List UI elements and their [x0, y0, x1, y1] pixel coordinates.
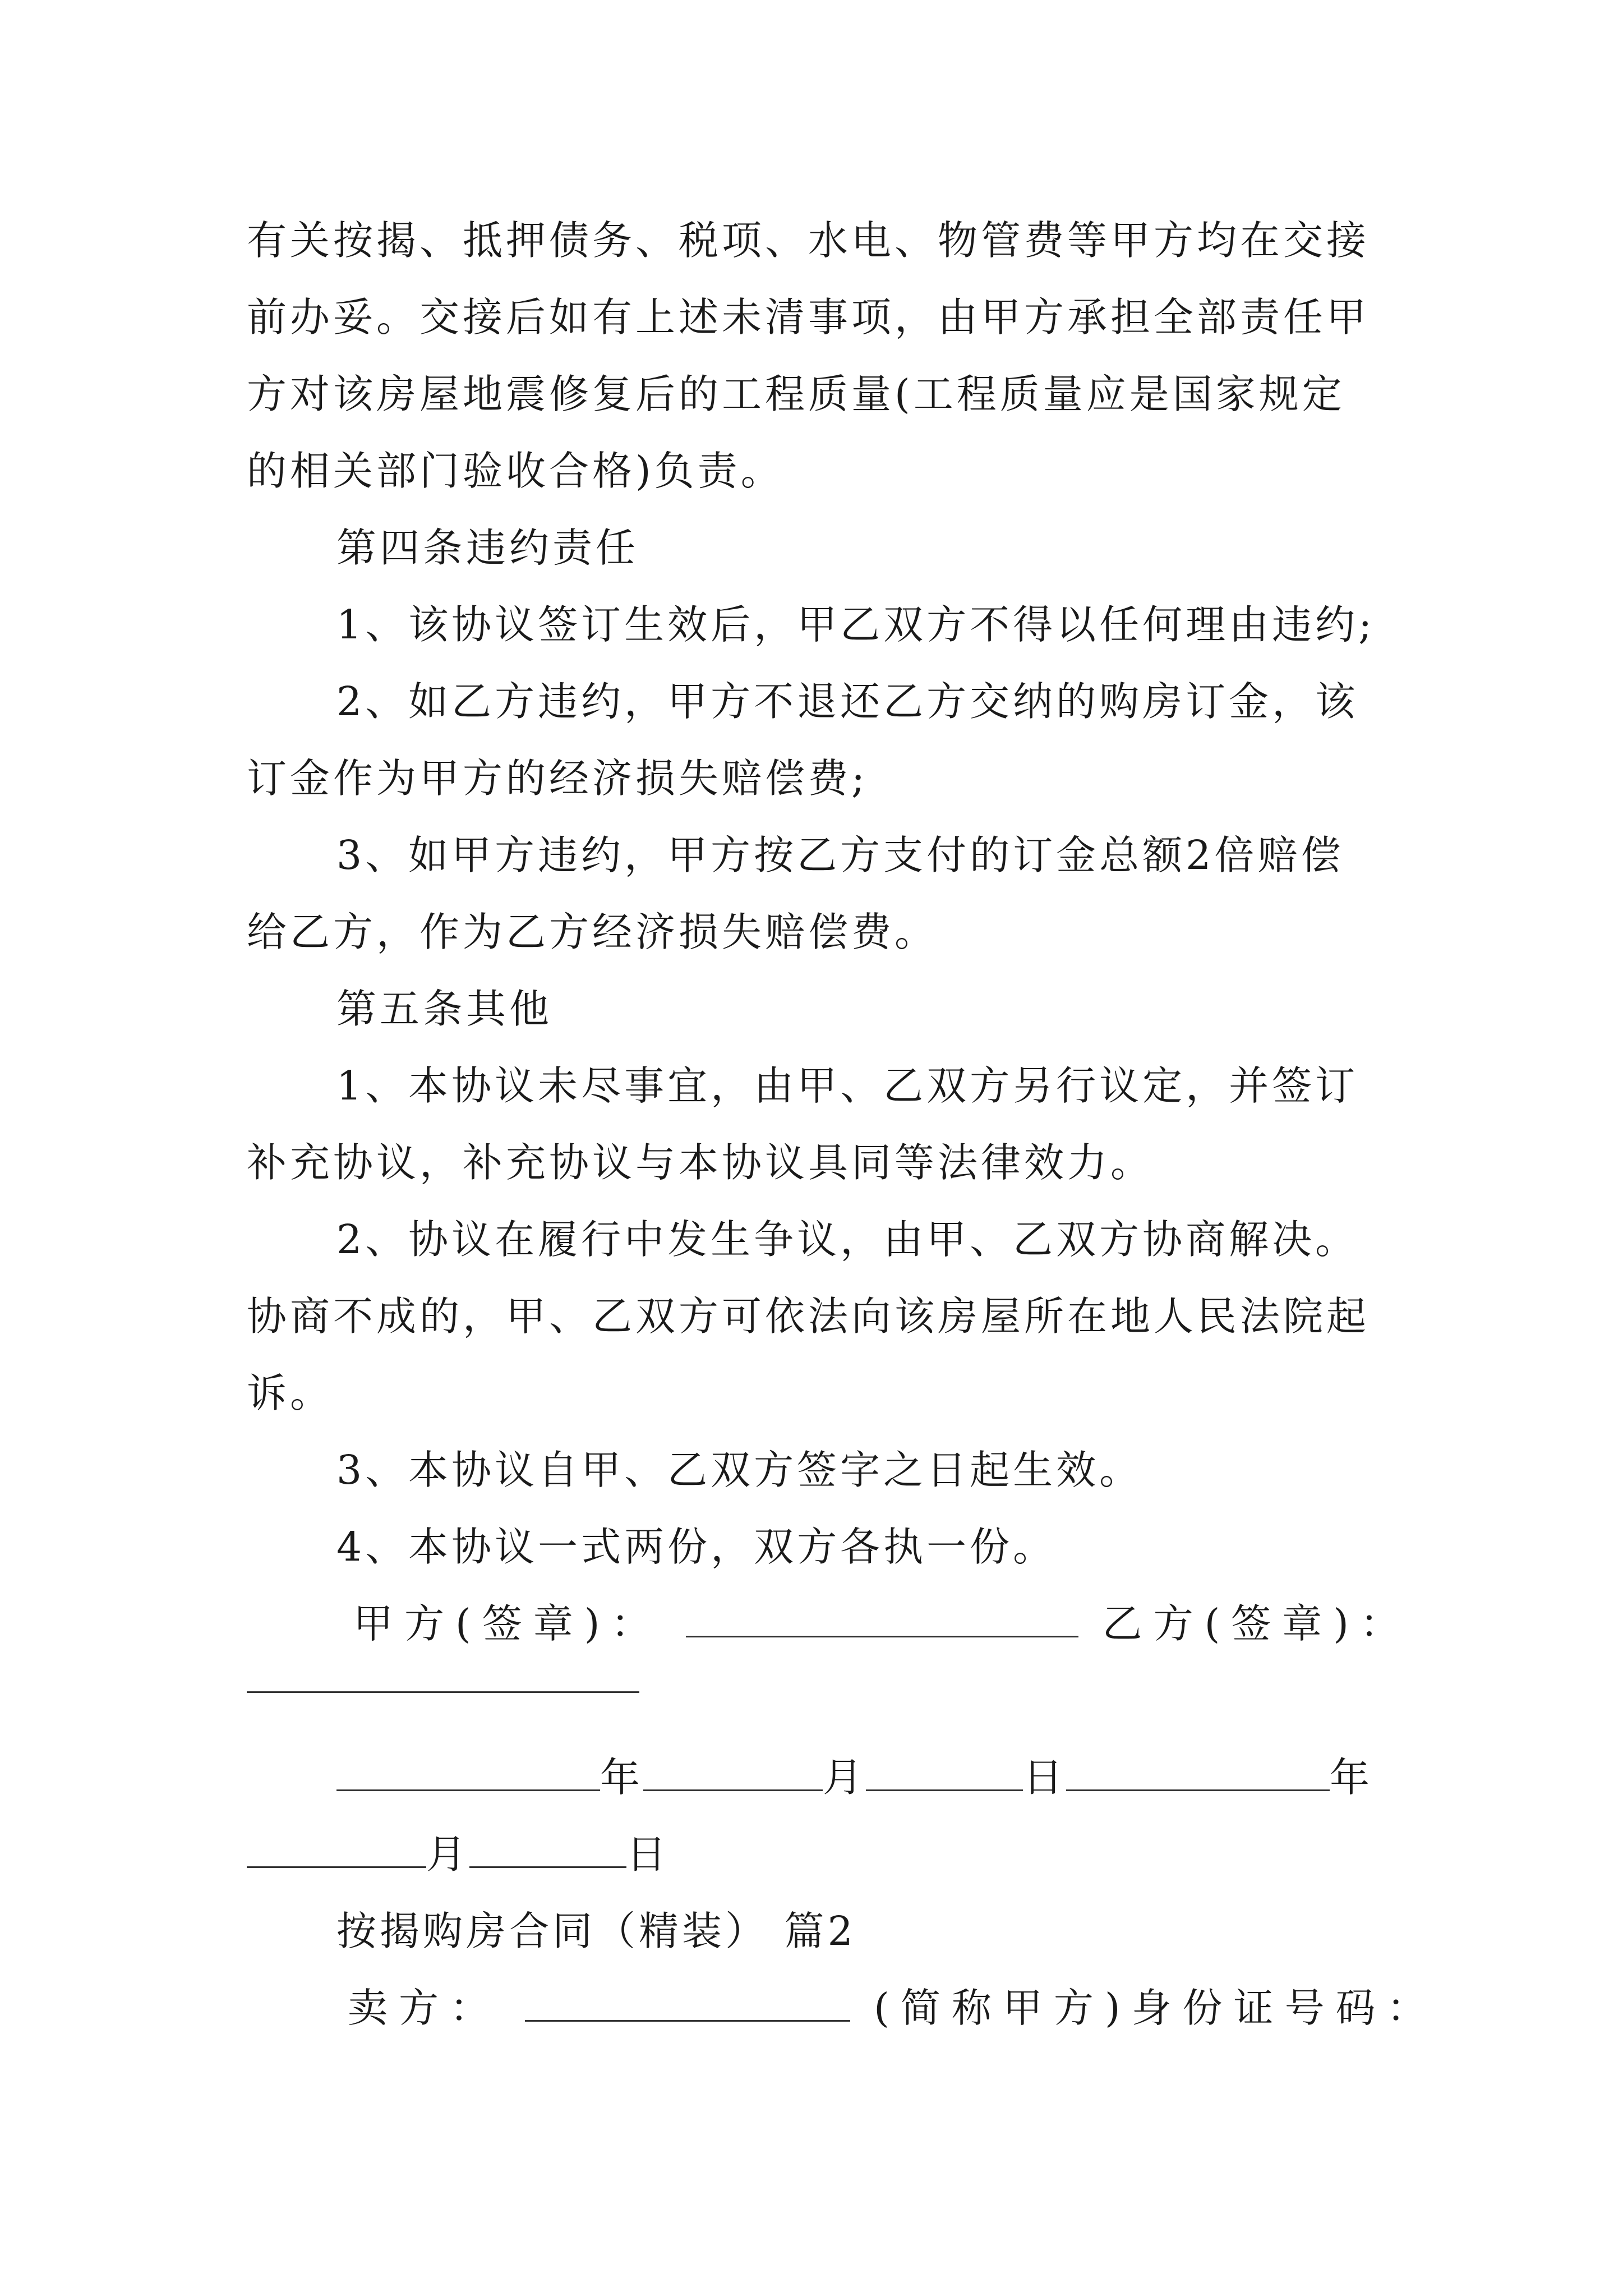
month-label-a: 月 — [823, 1754, 866, 1801]
paragraph-5-1: 1、本协议未尽事宜，由甲、乙双方另行议定，并签订补充协议，补充协议与本协议具同等法律效力。 — [247, 1062, 1359, 1186]
month-blank-a — [643, 1755, 823, 1791]
month-label-b: 月 — [426, 1831, 470, 1878]
signature-line — [353, 1585, 1492, 1662]
paragraph-5-4: 4、本协议一式两份，双方各执一份。 — [336, 1524, 1057, 1570]
year-label-b: 年 — [1330, 1754, 1373, 1801]
heading-article-4: 第四条违约责任 — [336, 524, 639, 571]
seller-suffix: (简称甲方)身份证号码： — [874, 1985, 1438, 2031]
party-a-signature-blank — [686, 1601, 1078, 1637]
party-a-signature-label: 甲方(签章)： — [353, 1600, 662, 1647]
day-label-b: 日 — [626, 1831, 670, 1878]
date-line-2 — [247, 1816, 1385, 1893]
heading-article-5: 第五条其他 — [336, 986, 553, 1032]
paragraph-4-3: 3、如甲方违约，甲方按乙方支付的订金总额2倍赔偿给乙方，作为乙方经济损失赔偿费。 — [247, 832, 1344, 955]
year-blank-b — [1066, 1755, 1330, 1791]
paragraph-4-1: 1、该协议签订生效后，甲乙双方不得以任何理由违约; — [336, 601, 1376, 648]
section-2-title: 按揭购房合同（精装） 篇2 — [336, 1908, 856, 1954]
party-b-signature-label: 乙方(签章)： — [1102, 1600, 1411, 1647]
seller-line — [348, 1970, 1486, 2046]
date-line-1 — [336, 1739, 1475, 1816]
month-blank-b — [247, 1832, 426, 1868]
paragraph-4-2: 2、如乙方违约，甲方不退还乙方交纳的购房订金，该订金作为甲方的经济损失赔偿费; — [247, 678, 1359, 802]
day-blank-b — [469, 1832, 626, 1868]
day-label-a: 日 — [1023, 1754, 1067, 1801]
seller-name-blank — [525, 1985, 850, 2022]
year-blank-a — [336, 1755, 600, 1791]
day-blank-a — [866, 1755, 1023, 1791]
paragraph-5-2: 2、协议在履行中发生争议，由甲、乙双方协商解决。协商不成的，甲、乙双方可依法向该房屋所在地人民法院起诉。 — [247, 1216, 1370, 1416]
paragraph-5-3: 3、本协议自甲、乙双方签字之日起生效。 — [336, 1447, 1143, 1493]
year-label-a: 年 — [600, 1754, 644, 1801]
party-b-signature-blank — [247, 1691, 639, 1693]
seller-label: 卖方： — [348, 1985, 501, 2031]
paragraph-handover: 有关按揭、抵押债务、税项、水电、物管费等甲方均在交接前办妥。交接后如有上述未清事项，由甲方承担全部责任甲方对该房屋地震修复后的工程质量(工程质量应是国家规定的相关部门验收合格)负责。 — [247, 217, 1370, 494]
